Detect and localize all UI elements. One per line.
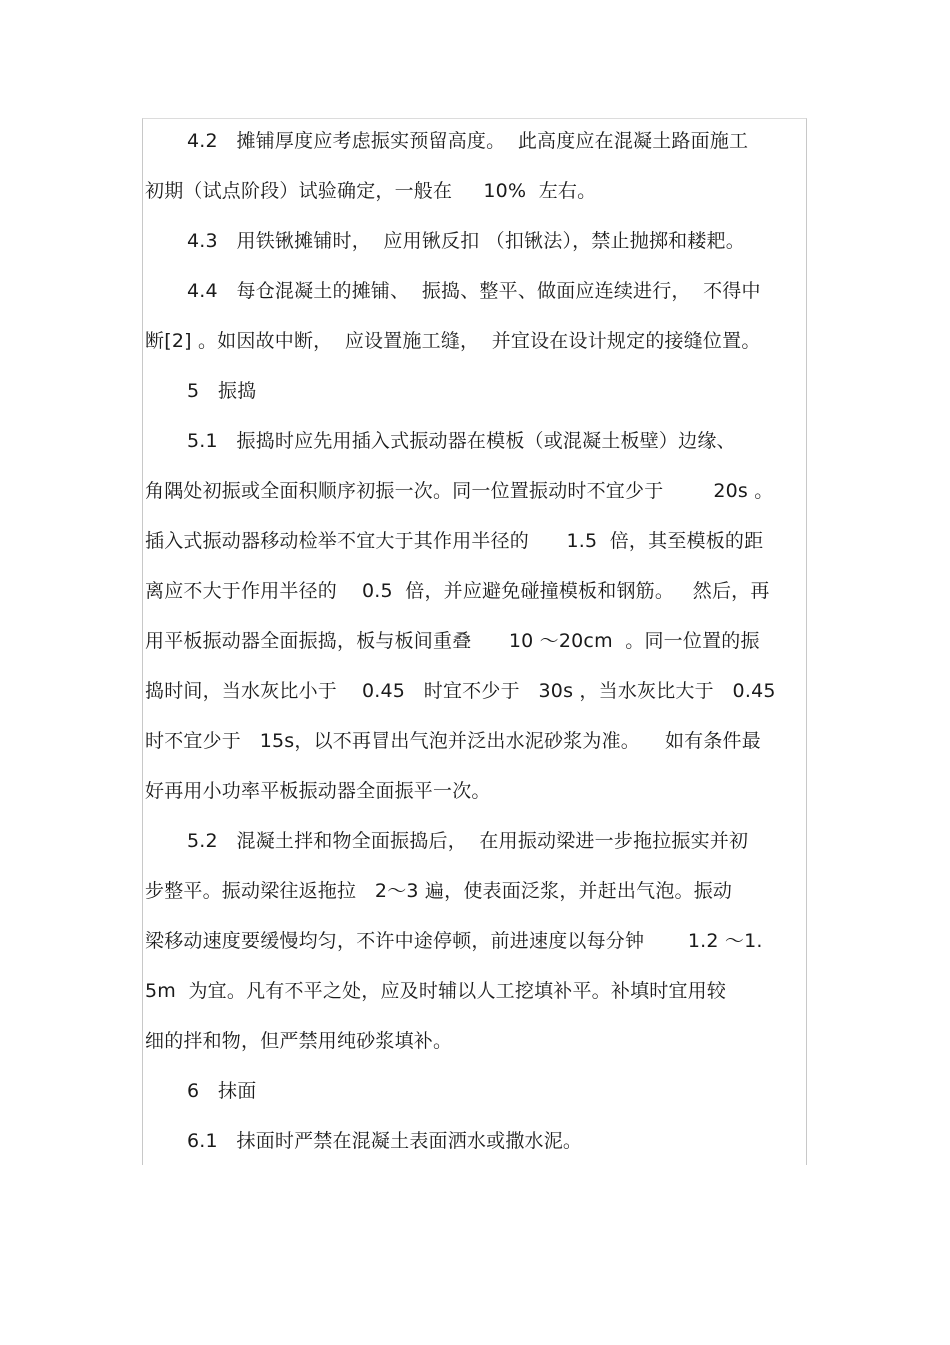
- paragraph-5-1-line-7: 时不宜少于 15s，以不再冒出气泡并泛出水泥砂浆为准。 如有条件最: [145, 730, 761, 752]
- paragraph-4-2-line-2: 初期（试点阶段）试验确定，一般在 10% 左右。: [145, 180, 597, 202]
- paragraph-5-1-line-6: 捣时间，当水灰比小于 0.45 时宜不少于 30s ，当水灰比大于 0.45: [145, 680, 776, 702]
- paragraph-5-2-line-4: 5m 为宜。凡有不平之处，应及时辅以人工挖填补平。补填时宜用较: [145, 980, 727, 1002]
- paragraph-5-1-line-4: 离应不大于作用半径的 0.5 倍，并应避免碰撞模板和钢筋。 然后，再: [145, 580, 770, 602]
- section-heading-6: 6 抹面: [187, 1080, 257, 1102]
- paragraph-5-2-line-1: 5.2 混凝土拌和物全面振捣后， 在用振动梁进一步拖拉振实并初: [187, 830, 749, 852]
- paragraph-5-1-line-5: 用平板振动器全面振捣，板与板间重叠 10 ～20cm 。同一位置的振: [145, 630, 760, 652]
- paragraph-5-1-line-3: 插入式振动器移动检举不宜大于其作用半径的 1.5 倍，其至模板的距: [145, 530, 764, 552]
- section-heading-5: 5 振捣: [187, 380, 257, 402]
- paragraph-4-2-line-1: 4.2 摊铺厚度应考虑振实预留高度。 此高度应在混凝土路面施工: [187, 130, 749, 152]
- paragraph-5-2-line-5: 细的拌和物，但严禁用纯砂浆填补。: [145, 1030, 453, 1052]
- paragraph-5-1-line-2: 角隅处初振或全面积顺序初振一次。同一位置振动时不宜少于 20s 。: [145, 480, 774, 502]
- paragraph-5-2-line-3: 梁移动速度要缓慢均匀，不许中途停顿，前进速度以每分钟 1.2 ～1.: [145, 930, 763, 952]
- paragraph-5-1-line-8: 好再用小功率平板振动器全面振平一次。: [145, 780, 491, 802]
- paragraph-4-4-line-2: 断[2] 。如因故中断， 应设置施工缝， 并宜设在设计规定的接缝位置。: [145, 330, 761, 352]
- paragraph-4-4-line-1: 4.4 每仓混凝土的摊铺、 振捣、整平、做面应连续进行， 不得中: [187, 280, 761, 302]
- paragraph-6-1: 6.1 抹面时严禁在混凝土表面洒水或撒水泥。: [187, 1130, 583, 1152]
- paragraph-5-1-line-1: 5.1 振捣时应先用插入式振动器在模板（或混凝土板壁）边缘、: [187, 430, 736, 452]
- paragraph-4-3: 4.3 用铁锹摊铺时， 应用锹反扣 （扣锹法），禁止抛掷和耧耙。: [187, 230, 745, 252]
- paragraph-5-2-line-2: 步整平。振动梁往返拖拉 2～3 遍，使表面泛浆，并赶出气泡。振动: [145, 880, 733, 902]
